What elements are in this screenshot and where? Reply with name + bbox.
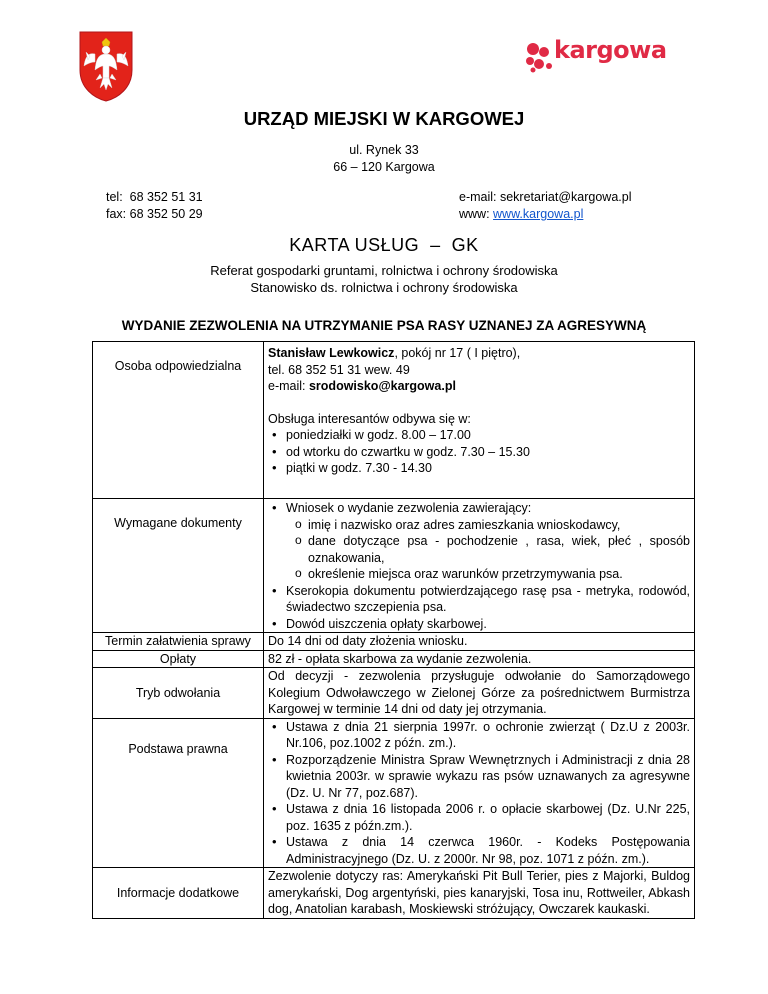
- office-postal-code: 66 – 120 Kargowa: [333, 160, 435, 174]
- fax-number: fax: 68 352 50 29: [106, 207, 203, 221]
- logo-text: kargowa: [554, 36, 667, 64]
- person-phone: tel. 68 352 51 31 wew. 49: [268, 362, 410, 377]
- service-title: WYDANIE ZEZWOLENIA NA UTRZYMANIE PSA RASY UZNANEJ ZA AGRESYWNĄ: [121, 318, 647, 333]
- position-name: Stanowisko ds. rolnictwa i ochrony środowiska: [250, 280, 518, 295]
- list-item: o imię i nazwisko oraz adres zamieszkania wnioskodawcy,: [308, 517, 690, 534]
- list-item: [286, 500, 690, 583]
- legal-basis-cell: [264, 718, 695, 868]
- label-appeal: Tryb odwołania: [93, 668, 264, 719]
- appeal-value: Od decyzji - zezwolenia przysługuje odwołanie do Samorządowego Kolegium Odwoławczego w Zielonej Górze za pośrednictwem Burmistrza Kargowej w terminie 14 dni od daty jej otrzymania.: [264, 668, 695, 719]
- deadline-value: Do 14 dni od daty złożenia wniosku.: [264, 633, 695, 651]
- list-item: o dane dotyczące psa - pochodzenie , rasa, wiek, płeć , sposób oznakowania,: [308, 533, 690, 566]
- website-label: www:: [459, 207, 494, 221]
- list-item: • Ustawa z dnia 21 sierpnia 1997r. o ochronie zwierząt ( Dz.U z 2003r. Nr.106, poz.1002 z późn. zm.).: [286, 719, 690, 752]
- table-row: [93, 633, 695, 651]
- phone-number: tel: 68 352 51 31: [106, 190, 203, 204]
- person-email-line: [268, 378, 690, 395]
- coat-of-arms-crest: [78, 30, 134, 102]
- website-link[interactable]: www.kargowa.pl: [493, 207, 584, 221]
- additional-info-value: Zezwolenie dotyczy ras: Amerykański Pit Bull Terier, pies z Majorki, Buldog amerykański, Dog argentyński, pies kanaryjski, Tosa inu, Rottweiler, Abkash dog, Anatolian karabash, Moskiewski stróżujący, Owczarek kaukaski.: [264, 868, 695, 919]
- person-name: Stanisław Lewkowicz: [268, 346, 395, 360]
- office-street: ul. Rynek 33: [349, 143, 419, 157]
- list-item: • Dowód uiszczenia opłaty skarbowej.: [286, 616, 690, 633]
- table-row: [93, 499, 695, 633]
- person-room: , pokój nr 17 ( I piętro),: [394, 346, 521, 360]
- documents-sublist: [286, 517, 690, 583]
- list-item: • od wtorku do czwartku w godz. 7.30 – 15.30: [286, 444, 690, 461]
- list-item: • Ustawa z dnia 16 listopada 2006 r. o opłacie skarbowej (Dz. U.Nr 225, poz. 1635 z późn.zm.).: [286, 801, 690, 834]
- list-item: • piątki w godz. 7.30 - 14.30: [286, 460, 690, 477]
- label-fees: Opłaty: [93, 650, 264, 668]
- email-web-block: [459, 189, 631, 223]
- website-line: [459, 206, 631, 223]
- service-card-title: KARTA USŁUG – GK: [289, 235, 479, 255]
- list-item: o określenie miejsca oraz warunków przetrzymywania psa.: [308, 566, 690, 583]
- label-deadline: Termin załatwienia sprawy: [93, 633, 264, 651]
- phone-block: [106, 189, 203, 223]
- table-row: [93, 718, 695, 868]
- legal-basis-list: [268, 719, 690, 868]
- table-row: [93, 668, 695, 719]
- kargowa-logo: [524, 36, 667, 80]
- table-row: [93, 650, 695, 668]
- hours-intro: Obsługa interesantów odbywa się w:: [268, 411, 471, 426]
- office-hours-list: [268, 427, 690, 477]
- list-item: • poniedziałki w godz. 8.00 – 17.00: [286, 427, 690, 444]
- required-documents-cell: [264, 499, 695, 633]
- label-responsible-person: Osoba odpowiedzialna: [93, 342, 264, 499]
- table-row: [93, 342, 695, 499]
- label-required-documents: Wymagane dokumenty: [93, 499, 264, 633]
- document-item: Wniosek o wydanie zezwolenia zawierający:: [286, 501, 532, 515]
- list-item: • Rozporządzenie Ministra Spraw Wewnętrznych i Administracji z dnia 28 kwietnia 2003r. w sprawie wykazu ras psów uznawanych za agresywne (Dz. U. Nr 77, poz.687).: [286, 752, 690, 802]
- person-email[interactable]: srodowisko@kargowa.pl: [308, 379, 456, 393]
- list-item: • Kserokopia dokumentu potwierdzającego rasę psa - metryka, rodowód, świadectwo szczepienia psa.: [286, 583, 690, 616]
- department-name: Referat gospodarki gruntami, rolnictwa i ochrony środowiska: [210, 263, 558, 278]
- label-additional-info: Informacje dodatkowe: [93, 868, 264, 919]
- person-email-label: e-mail:: [268, 379, 309, 393]
- fees-value: 82 zł - opłata skarbowa za wydanie zezwolenia.: [264, 650, 695, 668]
- table-row: [93, 868, 695, 919]
- list-item: • Ustawa z dnia 14 czerwca 1960r. - Kodeks Postępowania Administracyjnego (Dz. U. z 2000r. Nr 98, poz. 1071 z późn. zm.).: [286, 834, 690, 867]
- documents-list: [268, 500, 690, 632]
- office-email[interactable]: e-mail: sekretariat@kargowa.pl: [459, 190, 632, 204]
- office-name: URZĄD MIEJSKI W KARGOWEJ: [243, 108, 525, 129]
- responsible-person-cell: [264, 342, 695, 499]
- label-legal-basis: Podstawa prawna: [93, 718, 264, 868]
- service-info-table: [92, 341, 695, 919]
- person-line: [268, 345, 690, 362]
